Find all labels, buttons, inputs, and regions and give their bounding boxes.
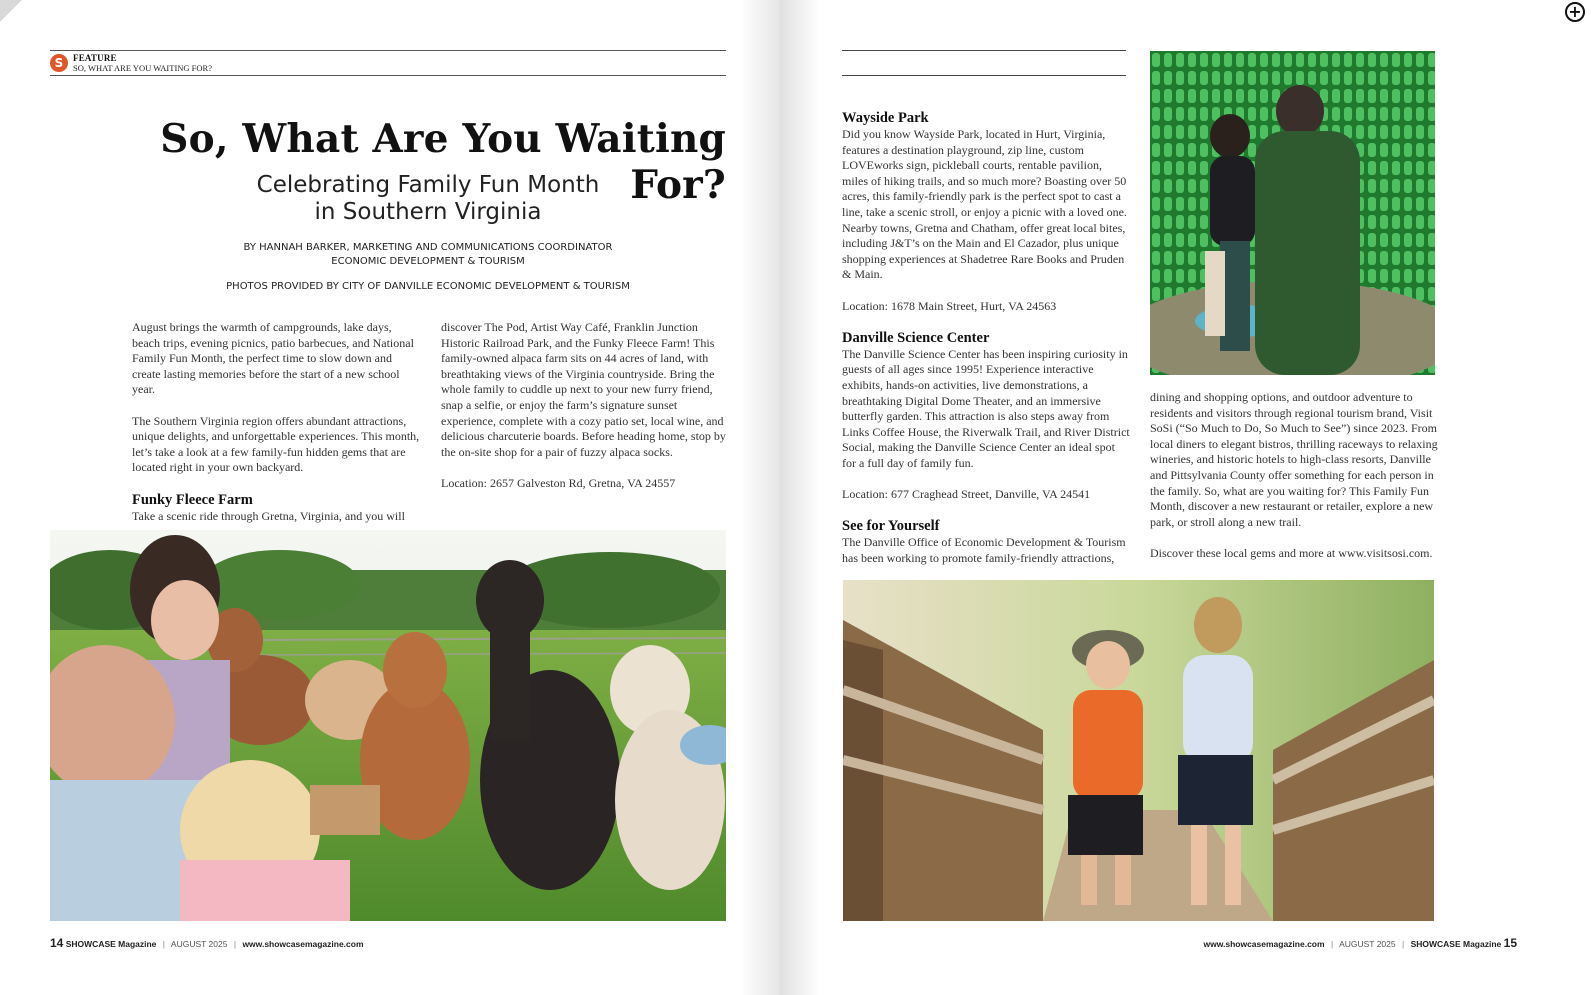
subtitle-line-1: Celebrating Family Fun Month	[256, 172, 600, 198]
footer-month-left: AUGUST 2025	[170, 939, 228, 949]
footer-left	[50, 936, 364, 950]
right-rule-bottom	[842, 75, 1126, 76]
right-rule-top	[842, 50, 1126, 51]
footer-separator: |	[233, 939, 237, 949]
right-page	[780, 0, 1591, 995]
see-paragraph-start: The Danville Office of Economic Development & Tourism has been working to promote family-friendly attractions,	[842, 535, 1126, 565]
right-column-1	[842, 110, 1130, 582]
heading-see-for-yourself: See for Yourself	[842, 518, 940, 535]
left-page	[0, 0, 780, 995]
footer-site-right[interactable]: www.showcasemagazine.com	[1203, 939, 1325, 949]
kids-bridge-illustration	[843, 580, 1434, 921]
funky-fleece-location: Location: 2657 Galveston Rd, Gretna, VA 24557	[441, 475, 676, 490]
heading-wayside-park: Wayside Park	[842, 110, 929, 126]
subtitle-line-2: in Southern Virginia	[314, 199, 542, 225]
footer-month-right: AUGUST 2025	[1339, 939, 1396, 949]
alpaca-farm-illustration	[50, 530, 726, 921]
page-curl-corner[interactable]	[0, 0, 22, 22]
article-subtitle	[130, 172, 726, 226]
header-rule-top	[50, 50, 726, 51]
spine-shadow-left	[740, 0, 780, 995]
science-center-photo	[1150, 51, 1435, 375]
photo-credit: PHOTOS PROVIDED BY CITY OF DANVILLE ECONOMIC DEVELOPMENT & TOURISM	[226, 281, 630, 292]
footer-right	[1203, 936, 1517, 950]
footer-separator: |	[1401, 939, 1405, 949]
science-center-illustration	[1150, 51, 1435, 375]
science-paragraph: The Danville Science Center has been inspiring curiosity in guests of all ages since 1995! Experience interactive exhibits, hands-on activities, live demonstrations, a breathtaking Digital Dome Theater, and an immersive butterfly garden. This attraction is also steps away from Links Coffee House, the Riverwalk Trail, and River District Social, making the Danville Science Center an ideal spot for a full day of family fun.	[842, 346, 1130, 470]
footer-separator: |	[1330, 939, 1334, 949]
footer-brand-left: SHOWCASE Magazine	[65, 939, 157, 949]
byline	[130, 241, 726, 269]
wayside-paragraph: Did you know Wayside Park, located in Hurt, Virginia, features a destination playground, zip line, custom LOVEworks sign, pickleball courts, rentable pavilion, miles of hiking trails, and so much more? Boasting over 50 acres, this family-friendly park is the perfect spot to cast a line, take a scenic stroll, or enjoy a picnic with a loved one. Nearby towns, Gretna and Chatham, offer great local bites, including J&T’s on the Main and El Cazador, plus unique shopping experiences at Shadetree Rare Books and Pruden & Main.	[842, 127, 1127, 282]
left-column-2	[441, 320, 726, 507]
science-location: Location: 677 Craghead Street, Danville, VA 24541	[842, 487, 1091, 502]
heading-danville-science-center: Danville Science Center	[842, 329, 990, 346]
visit-sosi-paragraph: Discover these local gems and more at www.visitsosi.com.	[1150, 545, 1433, 560]
feature-subtitle: SO, WHAT ARE YOU WAITING FOR?	[73, 63, 212, 73]
see-paragraph-cont: dining and shopping options, and outdoor adventure to residents and visitors through regional tourism brand, Visit SoSi (“So Much to Do, So Much to See”) since 2023. From local diners to elegant bistros, thrilling raceways to relaxing wineries, and historic hotels to high-class resorts, Danville and Pittsylvania County offer something for each person in the family. So, what are you waiting for? This Family Fun Month, discover a new restaurant or retailer, explore a new park, or stroll along a new trail.	[1150, 390, 1438, 529]
section-badge-icon: S	[50, 54, 68, 72]
header-rule-bottom	[50, 75, 726, 76]
funky-fleece-paragraph-cont: discover The Pod, Artist Way Café, Franklin Junction Historic Railroad Park, and the Funky Fleece Farm! This family-owned alpaca farm sits on 44 acres of land, with breathtaking views of the Virginia countryside. Bring the whole family to cuddle up next to your new furry friend, snap a selfie, or enjoy the farm’s signature sunset experience, complete with a cozy patio set, local wine, and delicious charcuterie boards. Before heading home, stop by the on-site shop for a pair of fuzzy alpaca socks.	[441, 320, 726, 459]
funky-fleece-paragraph-start: Take a scenic ride through Gretna, Virginia, and you will	[132, 508, 405, 523]
right-column-2	[1150, 390, 1438, 577]
spine-shadow-right	[780, 0, 820, 995]
alpaca-farm-photo	[50, 530, 726, 921]
article-title: So, What Are You Waiting For?	[160, 116, 726, 208]
zoom-in-icon[interactable]: +	[1565, 2, 1585, 22]
footer-site-left[interactable]: www.showcasemagazine.com	[242, 939, 364, 949]
page-number-right: 15	[1503, 936, 1517, 950]
feature-label: FEATURE	[73, 53, 117, 63]
left-column-1	[132, 320, 422, 540]
footer-brand-right: SHOWCASE Magazine	[1410, 939, 1502, 949]
region-paragraph: The Southern Virginia region offers abundant attractions, unique delights, and unforgettable experiences. This month, let’s take a look at a few family-fun hidden gems that are located right in your own backyard.	[132, 413, 420, 475]
wayside-location: Location: 1678 Main Street, Hurt, VA 24563	[842, 298, 1057, 313]
page-number-left: 14	[50, 936, 64, 950]
footer-separator: |	[162, 939, 166, 949]
byline-line-2: ECONOMIC DEVELOPMENT & TOURISM	[331, 256, 525, 267]
byline-line-1: BY HANNAH BARKER, MARKETING AND COMMUNICATIONS COORDINATOR	[243, 242, 613, 253]
heading-funky-fleece-farm: Funky Fleece Farm	[132, 491, 253, 508]
kids-bridge-photo	[843, 580, 1434, 921]
intro-paragraph: August brings the warmth of campgrounds, lake days, beach trips, evening picnics, patio barbecues, and National Family Fun Month, the perfect time to slow down and create lasting memories before the start of a new school year.	[132, 320, 414, 397]
